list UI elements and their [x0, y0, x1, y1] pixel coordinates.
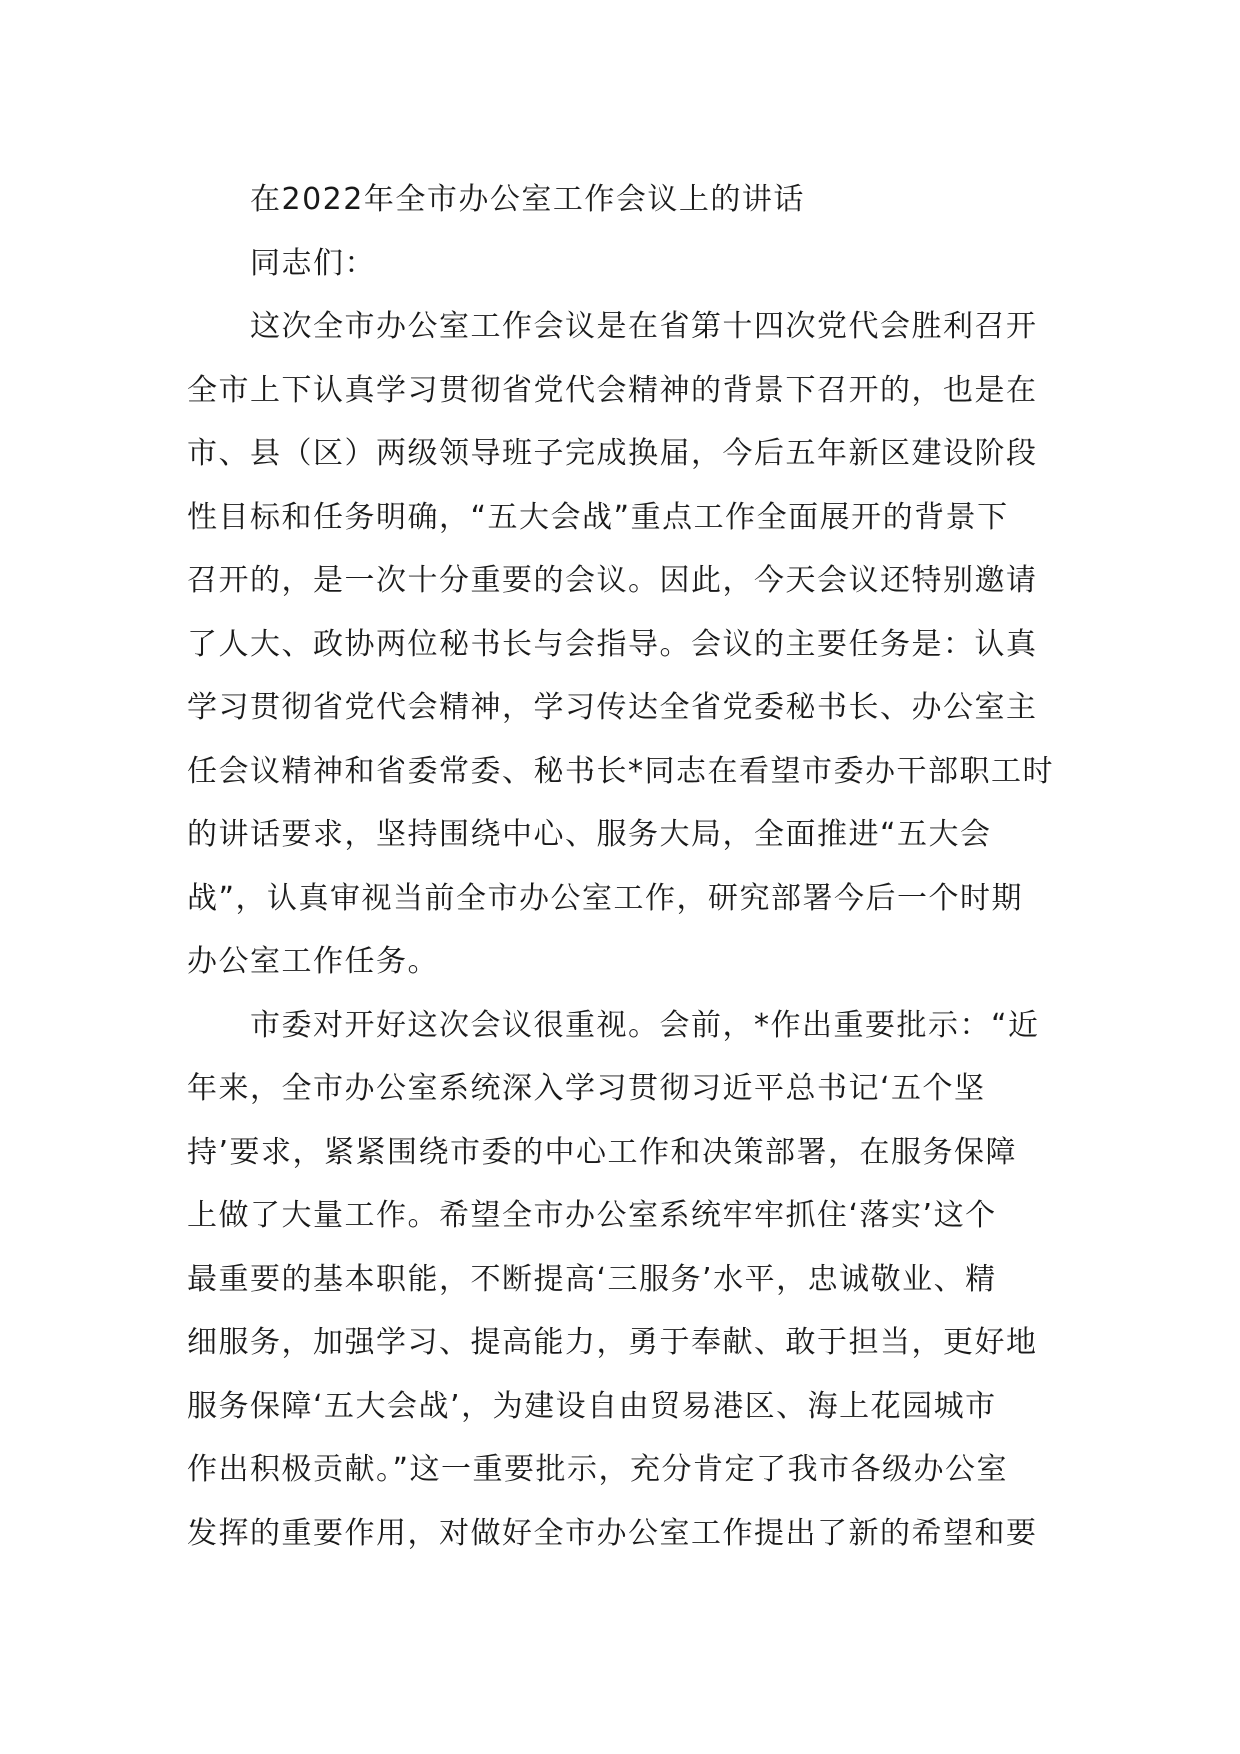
paragraph-line: 市委对开好这次会议很重视。会前，*作出重要批示：“近 [250, 1007, 1040, 1043]
paragraph-line: 细服务，加强学习、提高能力，勇于奉献、敢于担当，更好地 [187, 1325, 1038, 1360]
paragraph-line: 召开的，是一次十分重要的会议。因此，今天会议还特别邀请 [187, 563, 1038, 598]
paragraph-line: 发挥的重要作用，对做好全市办公室工作提出了新的希望和要 [187, 1515, 1038, 1551]
paragraph-line: 性目标和任务明确，“五大会战”重点工作全面展开的背景下 [187, 499, 1009, 535]
paragraph-line: 全市上下认真学习贯彻省党代会精神的背景下召开的，也是在 [187, 372, 1038, 408]
paragraph-line: 最重要的基本职能，不断提高‘三服务’水平，忠诚敬业、精 [187, 1261, 997, 1297]
paragraph-line: 年来，全市办公室系统深入学习贯彻习近平总书记‘五个坚 [187, 1071, 986, 1106]
paragraph-line: 持’要求，紧紧围绕市委的中心工作和决策部署，在服务保障 [187, 1134, 1018, 1170]
paragraph-line: 的讲话要求，坚持围绕中心、服务大局，全面推进“五大会 [187, 817, 992, 852]
paragraph-line: 了人大、政协两位秘书长与会指导。会议的主要任务是：认真 [187, 626, 1038, 662]
document-title: 在2022年全市办公室工作会议上的讲话 [250, 182, 805, 217]
paragraph-line: 市、县（区）两级领导班子完成换届，今后五年新区建设阶段 [187, 436, 1038, 471]
salutation: 同志们： [250, 245, 376, 281]
paragraph-line: 学习贯彻省党代会精神，学习传达全省党委秘书长、办公室主 [187, 690, 1038, 725]
paragraph-2 [187, 994, 1055, 1566]
paragraph-line: 上做了大量工作。希望全市办公室系统牢牢抓住‘落实’这个 [187, 1198, 997, 1233]
paragraph-line: 这次全市办公室工作会议是在省第十四次党代会胜利召开 [250, 309, 1038, 344]
paragraph-line: 任会议精神和省委常委、秘书长*同志在看望市委办干部职工时 [187, 753, 1054, 789]
paragraph-line: 战”，认真审视当前全市办公室工作，研究部署今后一个时期 [187, 880, 1024, 916]
paragraph-line: 办公室工作任务。 [187, 944, 439, 979]
paragraph-line: 服务保障‘五大会战’，为建设自由贸易港区、海上花园城市 [187, 1388, 997, 1424]
paragraph-line: 作出积极贡献。”这一重要批示，充分肯定了我市各级办公室 [187, 1452, 1009, 1487]
paragraph-1 [187, 295, 1055, 994]
document-body [187, 168, 1055, 1565]
